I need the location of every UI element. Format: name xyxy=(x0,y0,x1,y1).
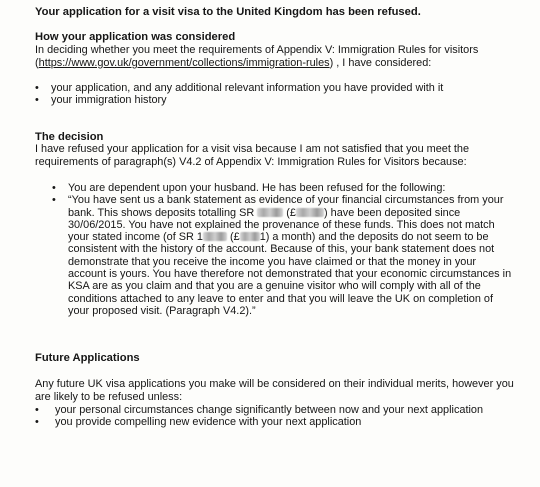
redacted-amount xyxy=(257,208,283,217)
future-list xyxy=(35,404,483,429)
bullet-icon: • xyxy=(52,182,56,194)
decision-line-1: I have refused your application for a visit visa because I am not satisfied that you meet the xyxy=(35,143,470,155)
considered-intro-line-2: (https://www.gov.uk/government/collections/immigration-rules) , I have considered: xyxy=(35,57,432,69)
letter-title: Your application for a visit visa to the United Kingdom has been refused. xyxy=(35,6,421,18)
list-item: • you provide compelling new evidence with your next application xyxy=(35,416,362,429)
considered-heading: How your application was considered xyxy=(35,31,236,43)
future-line-1: Any future UK visa applications you make will be considered on their individual merits, however you xyxy=(35,378,514,390)
decision-heading: The decision xyxy=(35,131,104,143)
future-line-2: are likely to be refused unless: xyxy=(35,391,183,403)
decision-line-2: requirements of paragraph(s) V4.2 of Appendix V: Immigration Rules for Visitors because: xyxy=(35,156,467,168)
redacted-amount xyxy=(296,208,324,217)
bullet-icon: • xyxy=(52,194,56,207)
list-item: • You are dependent upon your husband. He has been refused for the following: xyxy=(52,182,446,194)
bullet-icon: • xyxy=(35,82,39,94)
immigration-rules-link[interactable]: https://www.gov.uk/government/collections/immigration-rules xyxy=(38,57,330,69)
bullet-icon: • xyxy=(35,94,39,107)
list-item: • your personal circumstances change significantly between now and your next application xyxy=(35,404,484,416)
list-item: • your application, and any additional relevant information you have provided with it xyxy=(35,82,444,94)
redacted-amount xyxy=(240,232,260,241)
redacted-amount xyxy=(203,232,227,241)
bullet-icon: • xyxy=(35,404,39,416)
list-item: • your immigration history xyxy=(35,94,167,107)
bullet-icon: • xyxy=(35,416,39,429)
future-heading: Future Applications xyxy=(35,352,140,364)
decision-list xyxy=(35,182,511,317)
considered-list xyxy=(35,82,443,107)
considered-intro-line-1: In deciding whether you meet the requirements of Appendix V: Immigration Rules for visitors xyxy=(35,44,479,56)
refusal-quote: • “You have sent us a bank statement as evidence of your financial circumstances from your bank. This shows deposits totalling SR (£ ) have been deposited since 30/06/2015. You have not explained the provenance of these funds. This does not match your stated income (of SR 1 (£ 1) a month) and the deposits do not seem to be consistent with the history of the account. Because of this, your bank statement does not demonstrate that you receive the income you have claimed or that the money in your account is yours. You have therefore not demonstrated that your economic circumstances in KSA are as you claim and that you are a genuine visitor who will comply with all of the conditions attached to any leave to enter and that you will leave the UK on completion of your proposed visit. (Paragraph V4.2).” xyxy=(52,194,512,317)
